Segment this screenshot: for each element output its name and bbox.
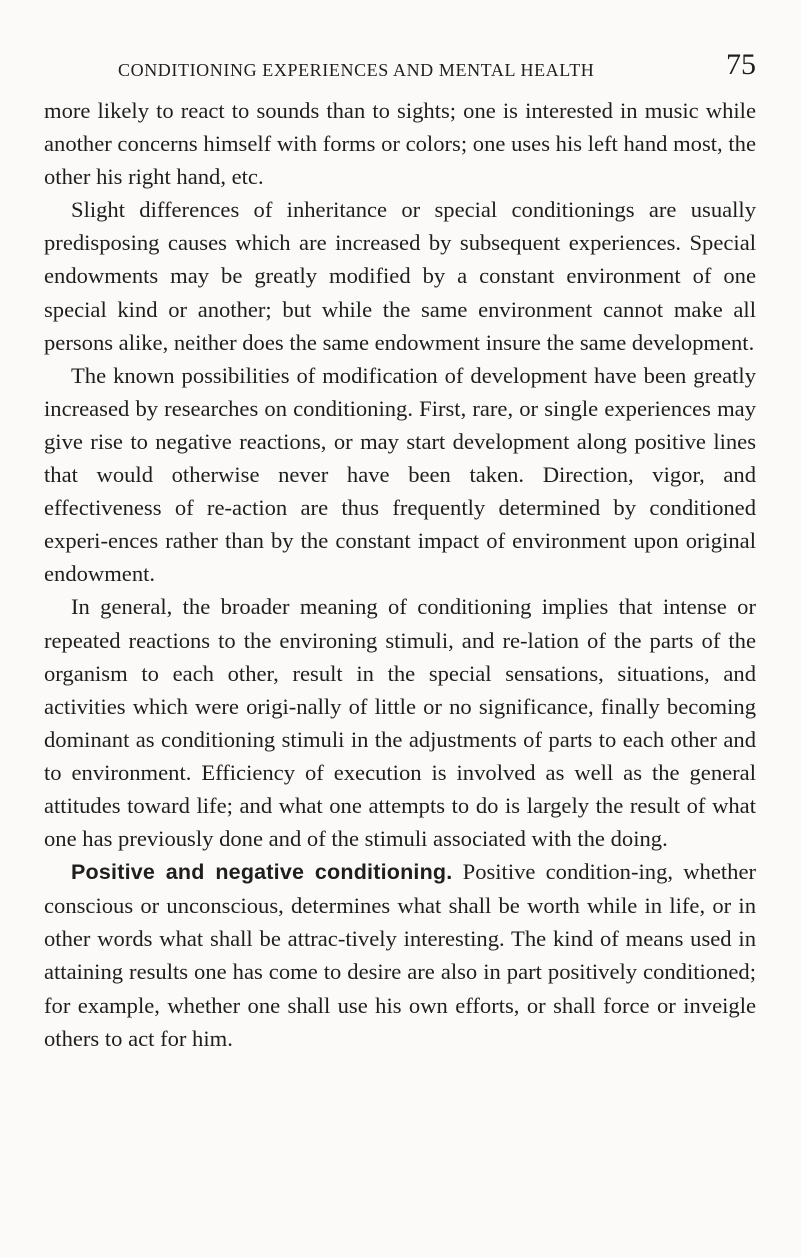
paragraph: In general, the broader meaning of conditioning implies that intense or repeated reactions to the environing stimuli, and re-lation of the parts of the organism to each other, result in the special sensations, situations, and activities which were origi-nally of little or no significance, finally becoming dominant as conditioning stimuli in the adjustments of parts to each other and to environment. Efficiency of execution is involved as well as the general attitudes toward life; and what one attempts to do is largely the result of what one has previously done and of the stimuli associated with the doing. <box>44 594 756 852</box>
paragraph: The known possibilities of modification of development have been greatly increased by researches on conditioning. First, rare, or single experiences may give rise to negative reactions, or may start development along positive lines that would otherwise never have been taken. Direction, vigor, and effectiveness of re-action are thus frequently determined by conditioned experi-ences rather than by the constant impact of environment upon original endowment. <box>44 362 756 587</box>
paragraph-with-heading <box>44 855 756 1055</box>
paragraph-text: Positive condition-ing, whether conscious or unconscious, determines what shall be worth while in life, or in other words what shall be attrac-tively interesting. The kind of means used in attaining results one has come to desire are also in part positively conditioned; for example, whether one shall use his own efforts, or shall force or inveigle others to act for him. <box>44 859 756 1051</box>
section-heading: Positive and negative conditioning. <box>71 860 453 885</box>
body-text <box>44 94 756 1055</box>
paragraph: Slight differences of inheritance or special conditionings are usually predisposing causes which are increased by subsequent experiences. Special endowments may be greatly modified by a constant environment of one special kind or another; but while the same environment cannot make all persons alike, neither does the same endowment insure the same development. <box>44 197 756 355</box>
page-number: 75 <box>726 48 756 81</box>
paragraph-continuation: more likely to react to sounds than to sights; one is interested in music while another concerns himself with forms or colors; one uses his left hand most, the other his right hand, etc. <box>44 98 756 190</box>
running-title: CONDITIONING EXPERIENCES AND MENTAL HEALTH <box>118 60 595 80</box>
book-page <box>44 48 756 1055</box>
running-head <box>44 48 756 94</box>
